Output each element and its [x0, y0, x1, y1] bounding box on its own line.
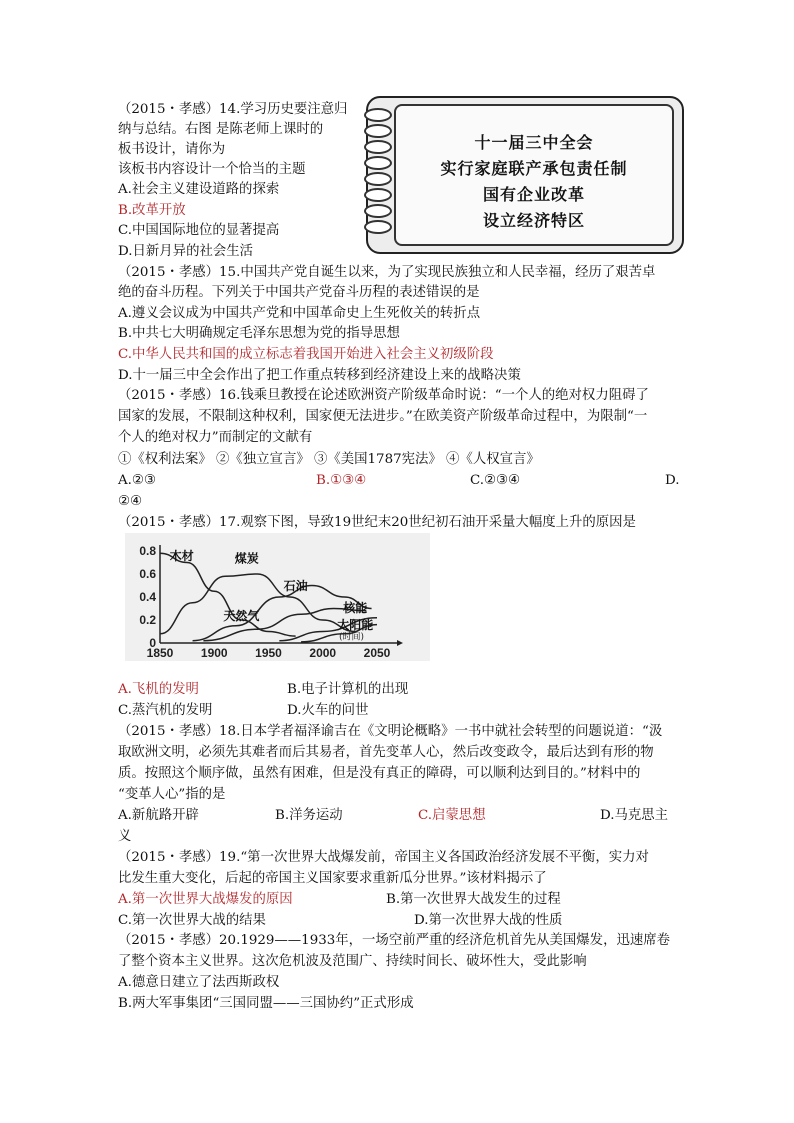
- binder-ring: [364, 156, 392, 170]
- q18-stem-line-2: 取欧洲文明，必须先其难者而后其易者，首先变革人心，然后改变政令，最后达到有形的物: [118, 745, 654, 760]
- q15-option-b: B.中共七大明确规定毛泽东思想为党的指导思想: [118, 326, 400, 341]
- q20-stem-line-1: （2015・孝感）20.1929——1933年，一场空前严重的经济危机首先从美国爆发，迅速席卷: [118, 933, 671, 948]
- q15-stem-line-1: （2015・孝感）15.中国共产党自诞生以来，为了实现民族独立和人民幸福，经历了艰苦卓: [118, 265, 656, 280]
- x-axis-arrow: [397, 640, 403, 646]
- x-tick-label: 2000: [309, 646, 337, 660]
- q16-stem-line-1: （2015・孝感）16.钱乘旦教授在论述欧洲资产阶级革命时说：“一个人的绝对权力阻碍了: [118, 388, 649, 403]
- q18-stem-line-1: （2015・孝感）18.日本学者福泽谕吉在《文明论概略》一书中就社会转型的问题说道：“汲: [118, 724, 663, 739]
- q15-option-d: D.十一届三中全会作出了把工作重点转移到经济建设上来的战略决策: [118, 368, 521, 383]
- q18-option-a: A.新航路开辟: [118, 808, 199, 823]
- energy-chart-svg: [125, 533, 430, 661]
- q19-option-c: C.第一次世界大战的结果: [118, 913, 266, 928]
- q15-option-a: A.遵义会议成为中国共产党和中国革命史上生死攸关的转折点: [118, 306, 481, 321]
- q16-option-b: B.①③④: [316, 473, 367, 488]
- series-label: 天然气: [223, 609, 260, 623]
- q19-stem-line-1: （2015・孝感）19.“第一次世界大战爆发前，帝国主义各国政治经济发展不平衡，实力对: [118, 850, 649, 865]
- q17-option-c: C.蒸汽机的发明: [118, 703, 213, 718]
- q18-option-b: B.洋务运动: [275, 808, 343, 823]
- x-tick-label: 1950: [255, 646, 282, 660]
- q16-option-c: C.②③④: [470, 473, 521, 488]
- q14-option-a: A.社会主义建设道路的探索: [118, 182, 280, 197]
- x-tick-label: 1850: [146, 646, 174, 660]
- q15-stem-line-2: 绝的奋斗历程。下列关于中国共产党奋斗历程的表述错误的是: [118, 285, 480, 300]
- q16-stem-line-3: 个人的绝对权力”而制定的文献有: [118, 430, 313, 445]
- blackboard-figure: [366, 96, 684, 254]
- y-tick-label: 0: [149, 636, 156, 650]
- q14-stem-line-4: 该板书内容设计一个恰当的主题: [118, 162, 306, 177]
- q14-stem-line-2: 纳与总结。右图 是陈老师上课时的: [118, 122, 324, 137]
- board-line-3: 国有企业改革: [482, 185, 585, 204]
- series-label: 煤炭: [234, 551, 259, 566]
- q20-option-b: B.两大军事集团“三国同盟——三国协约”正式形成: [118, 996, 414, 1011]
- q19-option-a: A.第一次世界大战爆发的原因: [118, 892, 293, 907]
- y-tick-label: 0.4: [139, 590, 156, 604]
- q16-option-a: A.②③: [118, 473, 156, 488]
- q18-option-c: C.启蒙思想: [418, 808, 486, 823]
- q17-option-b: B.电子计算机的出现: [287, 682, 409, 697]
- x-tick-label: 1900: [200, 646, 228, 660]
- q18-stem-line-3: 质。按照这个顺序做，虽然有困难，但是没有真正的障碍，可以顺利达到目的。”材料中的: [118, 766, 641, 781]
- binder-ring: [364, 172, 392, 186]
- series-label: 木材: [169, 549, 194, 564]
- q14-stem-line-3: 板书设计，请你为: [118, 142, 226, 157]
- q16-option-d-wrap: ②④: [118, 494, 143, 509]
- board-line-1: 十一届三中全会: [474, 133, 594, 152]
- series-line-煤炭: [160, 574, 355, 634]
- binder-ring: [364, 124, 392, 138]
- time-annotation: (时间): [339, 632, 365, 643]
- q20-option-a: A.德意日建立了法西斯政权: [118, 975, 280, 990]
- q16-items: ①《权利法案》 ②《独立宣言》 ③《美国1787宪法》 ④《人权宣言》: [118, 452, 540, 467]
- q17-stem: （2015・孝感）17.观察下图，导致19世纪末20世纪初石油开采量大幅度上升的原因是: [118, 515, 636, 530]
- board-line-4: 设立经济特区: [482, 211, 585, 230]
- y-tick-label: 0.2: [139, 613, 156, 627]
- x-tick-label: 2050: [363, 646, 391, 660]
- energy-chart: [125, 533, 430, 661]
- q15-option-c: C.中华人民共和国的成立标志着我国开始进入社会主义初级阶段: [118, 347, 494, 362]
- y-tick-label: 0.8: [139, 544, 156, 558]
- q17-option-a: A.飞机的发明: [118, 682, 199, 697]
- binder-ring: [364, 140, 392, 154]
- q16-option-d: D.: [665, 473, 680, 488]
- binder-ring: [364, 220, 392, 234]
- q14-option-c: C.中国国际地位的显著提高: [118, 223, 280, 238]
- y-tick-label: 0.6: [139, 567, 156, 581]
- q14-option-b: B.改革开放: [118, 203, 186, 218]
- series-label: 核能: [343, 600, 368, 615]
- board-line-2: 实行家庭联产承包责任制: [440, 159, 628, 178]
- q20-stem-line-2: 了整个资本主义世界。这次危机波及范围广、持续时间长、破坏性大，受此影响: [118, 954, 587, 969]
- series-label: 太阳能: [337, 618, 374, 633]
- binder-ring: [364, 108, 392, 122]
- q14-stem-line-1: （2015・孝感）14.学习历史要注意归: [118, 102, 348, 117]
- series-label: 石油: [283, 579, 308, 594]
- q14-option-d: D.日新月异的社会生活: [118, 244, 254, 259]
- q18-option-d: D.马克思主: [600, 808, 669, 823]
- q16-stem-line-2: 国家的发展，不限制这种权利，国家便无法进步。”在欧美资产阶级革命过程中，为限制“一: [118, 409, 648, 424]
- q17-option-d: D.火车的问世: [287, 703, 369, 718]
- q19-option-d: D.第一次世界大战的性质: [414, 913, 563, 928]
- q19-stem-line-2: 比发生重大变化，后起的帝国主义国家要求重新瓜分世界。”该材料揭示了: [118, 871, 547, 886]
- board-panel: [394, 104, 674, 246]
- binder-ring: [364, 204, 392, 218]
- binder-ring: [364, 188, 392, 202]
- q19-option-b: B.第一次世界大战发生的过程: [386, 892, 561, 907]
- q18-option-d-wrap: 义: [118, 829, 132, 844]
- q18-stem-line-4: “变革人心”指的是: [118, 787, 226, 802]
